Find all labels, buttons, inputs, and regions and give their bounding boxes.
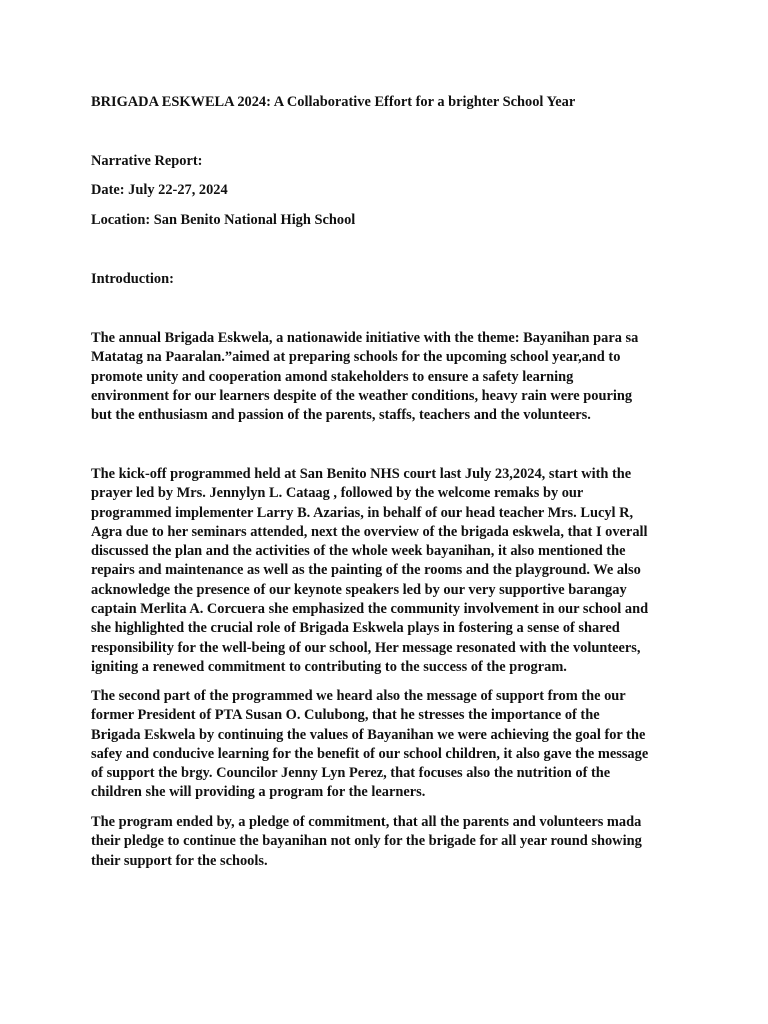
paragraph-line: their support for the schools.: [91, 852, 268, 869]
document-title: BRIGADA ESKWELA 2024: A Collaborative Effort for a brighter School Year: [91, 94, 576, 110]
paragraph-1: [91, 329, 691, 425]
paragraph-line: environment for our learners despite of the weather conditions, heavy rain were pouring: [91, 387, 633, 404]
paragraph-line: The second part of the programmed we heard also the message of support from the our: [91, 688, 626, 704]
report-type-label: Narrative Report:: [91, 153, 203, 169]
paragraph-line: repairs and maintenance as well as the painting of the rooms and the playground. We also: [91, 562, 641, 579]
paragraph-line: Brigada Eskwela by continuing the values of Bayanihan we were achieving the goal for the: [91, 726, 646, 743]
paragraph-line: children she will providing a program for the learners.: [91, 784, 426, 801]
paragraph-line: acknowledge the presence of our keynote speakers led by our very supportive barangay: [91, 581, 627, 598]
paragraph-line: The annual Brigada Eskwela, a nationawide initiative with the theme: Bayanihan para sa: [91, 330, 639, 346]
paragraph-line: prayer led by Mrs. Jennylyn L. Cataag , followed by the welcome remaks by our: [91, 485, 584, 502]
paragraph-line: Matatag na Paaralan.”aimed at preparing schools for the upcoming school year,and to: [91, 349, 621, 366]
paragraph-3: [91, 687, 691, 803]
report-location: Location: San Benito National High School: [91, 212, 356, 228]
paragraph-line: but the enthusiasm and passion of the parents, staffs, teachers and the volunteers.: [91, 407, 591, 424]
paragraph-line: she highlighted the crucial role of Brigada Eskwela plays in fostering a sense of shared: [91, 620, 620, 637]
report-date: Date: July 22-27, 2024: [91, 182, 228, 198]
paragraph-line: of support the brgy. Councilor Jenny Lyn Perez, that focuses also the nutrition of the: [91, 765, 611, 782]
paragraph-line: their pledge to continue the bayanihan not only for the brigade for all year round showing: [91, 833, 642, 850]
paragraph-line: igniting a renewed commitment to contributing to the success of the program.: [91, 658, 567, 675]
paragraph-line: captain Merlita A. Corcuera she emphasized the community involvement in our school and: [91, 601, 649, 618]
paragraph-line: discussed the plan and the activities of the whole week bayanihan, it also mentioned the: [91, 543, 626, 560]
paragraph-4: [91, 813, 691, 871]
paragraph-line: promote unity and cooperation amond stakeholders to ensure a safety learning: [91, 368, 574, 385]
paragraph-line: safey and conducive learning for the benefit of our school children, it also gave the message: [91, 745, 649, 762]
paragraph-line: programmed implementer Larry B. Azarias, in behalf of our head teacher Mrs. Lucyl R,: [91, 504, 634, 521]
introduction-heading: Introduction:: [91, 271, 174, 287]
paragraph-line: responsibility for the well-being of our school, Her message resonated with the volunteers,: [91, 639, 641, 656]
paragraph-line: Agra due to her seminars attended, next the overview of the brigada eskwela, that I overall: [91, 523, 648, 540]
paragraph-line: The kick-off programmed held at San Benito NHS court last July 23,2024, start with the: [91, 466, 632, 482]
paragraph-line: The program ended by, a pledge of commitment, that all the parents and volunteers mada: [91, 814, 642, 830]
paragraph-line: former President of PTA Susan O. Culubong, that he stresses the importance of the: [91, 707, 600, 724]
paragraph-2: [91, 465, 691, 677]
